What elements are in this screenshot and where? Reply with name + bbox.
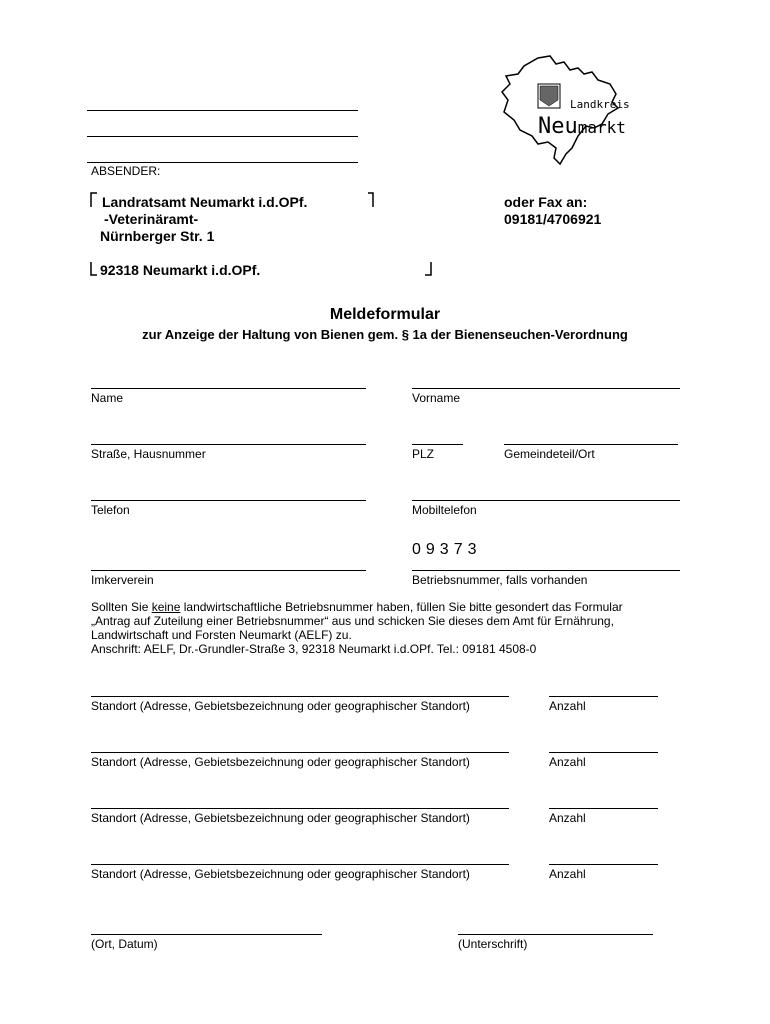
standort-label: Standort (Adresse, Gebietsbezeichnung oder geographischer Standort) [91, 811, 470, 825]
logo-text-landkreis: Landkreis [570, 98, 630, 111]
ort-datum-field[interactable] [91, 918, 322, 951]
recipient-line-4: 92318 Neumarkt i.d.OPf. [100, 262, 261, 278]
anzahl-field-4[interactable] [549, 848, 658, 881]
ort-label: Gemeindeteil/Ort [504, 447, 595, 461]
county-logo [498, 50, 673, 170]
note-line-3: Landwirtschaft und Forsten Neumarkt (AELF) zu. [91, 628, 352, 642]
note-line-2: „Antrag auf Zuteilung einer Betriebsnummer“ aus und schicken Sie dieses dem Amt für Ernährung, [91, 614, 614, 628]
betriebsnummer-field[interactable] [412, 554, 680, 587]
anzahl-label: Anzahl [549, 867, 586, 881]
address-bracket-top-left [89, 192, 99, 208]
vorname-field[interactable] [412, 372, 680, 405]
fax-label: oder Fax an: [504, 194, 588, 210]
plz-label: PLZ [412, 447, 435, 461]
recipient-line-2: -Veterinäramt- [104, 211, 199, 227]
unterschrift-field[interactable] [458, 918, 653, 951]
strasse-field[interactable] [91, 428, 366, 461]
betriebsnummer-label: Betriebsnummer, falls vorhanden [412, 573, 588, 587]
plz-field[interactable] [412, 428, 463, 461]
mobil-label: Mobiltelefon [412, 503, 477, 517]
anzahl-label: Anzahl [549, 699, 586, 713]
logo-text-neu: Neu [538, 114, 578, 139]
unterschrift-label: (Unterschrift) [458, 937, 528, 951]
note-line-1: Sollten Sie keine landwirtschaftliche Betriebsnummer haben, füllen Sie bitte gesondert das Formular [91, 600, 623, 614]
anzahl-field-1[interactable] [549, 680, 658, 713]
vorname-label: Vorname [412, 391, 461, 405]
form-subtitle: zur Anzeige der Haltung von Bienen gem. § 1a der Bienenseuchen-Verordnung [142, 327, 628, 342]
strasse-label: Straße, Hausnummer [91, 447, 206, 461]
note-line-4: Anschrift: AELF, Dr.-Grundler-Straße 3, 92318 Neumarkt i.d.OPf. Tel.: 09181 4508-0 [91, 642, 537, 656]
note-paragraph [91, 600, 691, 656]
anzahl-field-3[interactable] [549, 792, 658, 825]
standort-field-2[interactable] [91, 736, 509, 769]
address-bracket-top-right [366, 192, 376, 208]
logo-text-markt: markt [577, 118, 626, 137]
name-label: Name [91, 391, 124, 405]
sender-label: ABSENDER: [91, 164, 161, 178]
standort-field-4[interactable] [91, 848, 509, 881]
standort-label: Standort (Adresse, Gebietsbezeichnung oder geographischer Standort) [91, 755, 470, 769]
sender-line-1[interactable] [87, 110, 358, 111]
anzahl-label: Anzahl [549, 811, 586, 825]
telefon-label: Telefon [91, 503, 130, 517]
standort-label: Standort (Adresse, Gebietsbezeichnung oder geographischer Standort) [91, 699, 470, 713]
fax-number: 09181/4706921 [504, 211, 602, 227]
anzahl-field-2[interactable] [549, 736, 658, 769]
ort-datum-label: (Ort, Datum) [91, 937, 158, 951]
sender-line-2[interactable] [87, 136, 358, 137]
imkerverein-label: Imkerverein [91, 573, 154, 587]
imkerverein-field[interactable] [91, 554, 366, 587]
address-bracket-bottom-right [424, 261, 434, 277]
standort-label: Standort (Adresse, Gebietsbezeichnung oder geographischer Standort) [91, 867, 470, 881]
ort-field[interactable] [504, 428, 678, 461]
telefon-field[interactable] [91, 484, 366, 517]
standort-field-1[interactable] [91, 680, 509, 713]
anzahl-label: Anzahl [549, 755, 586, 769]
form-title: Meldeformular [329, 306, 441, 323]
address-bracket-bottom-left [89, 261, 99, 277]
note-keine: keine [151, 600, 181, 614]
standort-field-3[interactable] [91, 792, 509, 825]
sender-line-3[interactable] [87, 162, 358, 163]
betriebsnummer-value: 09373 [412, 541, 482, 558]
recipient-line-3: Nürnberger Str. 1 [100, 228, 215, 244]
mobil-field[interactable] [412, 484, 680, 517]
name-field[interactable] [91, 372, 366, 405]
recipient-line-1: Landratsamt Neumarkt i.d.OPf. [102, 194, 308, 210]
